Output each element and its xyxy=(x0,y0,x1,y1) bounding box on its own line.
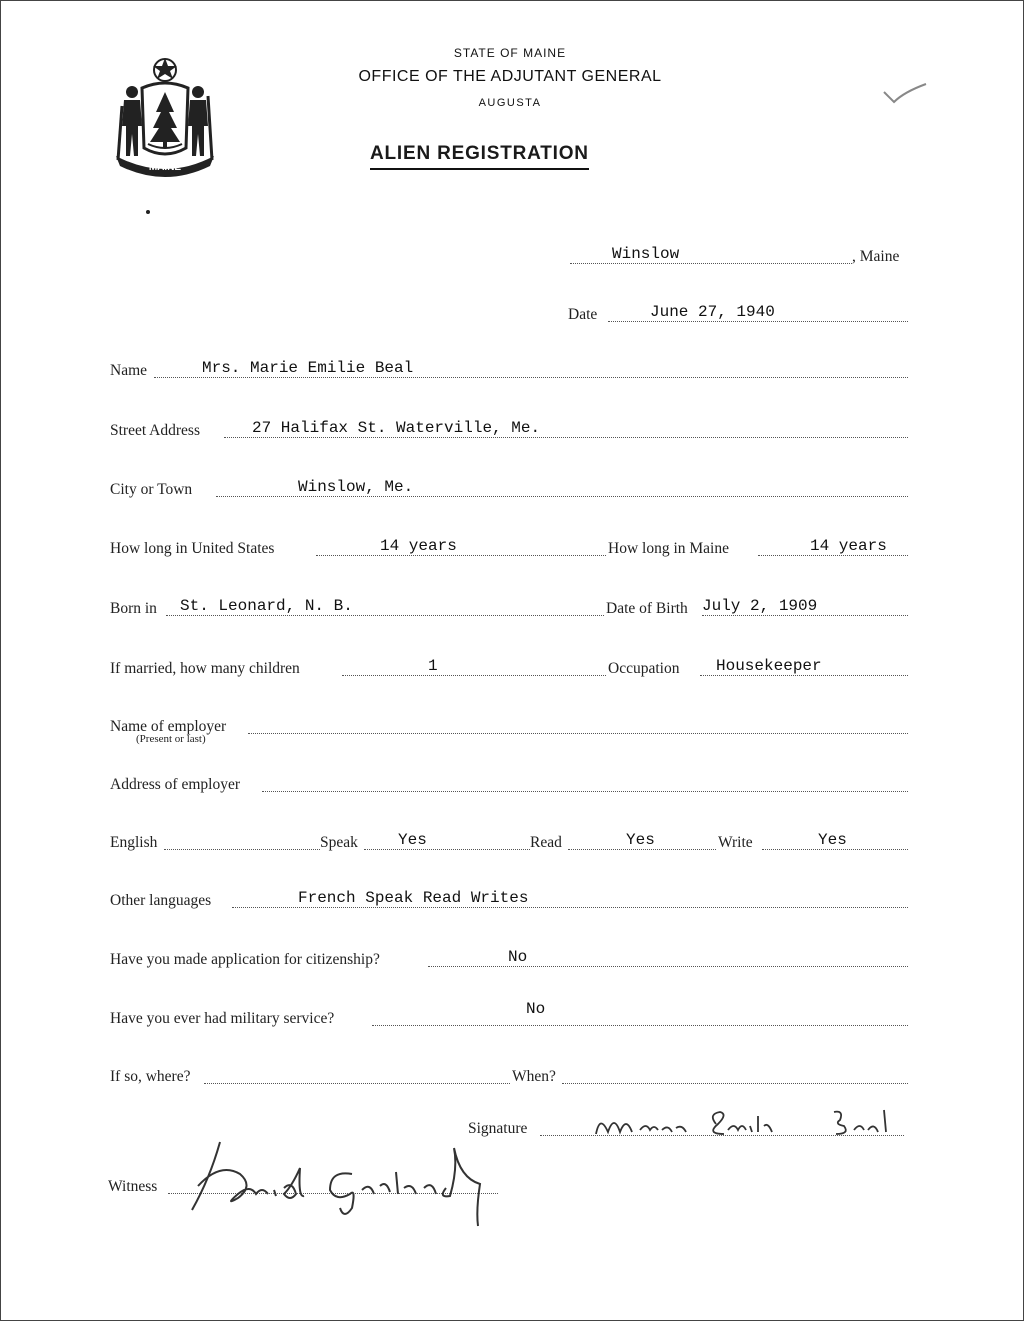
maine-state-seal xyxy=(112,56,218,180)
signature-handwriting xyxy=(588,1102,910,1144)
header-office: OFFICE OF THE ADJUTANT GENERAL xyxy=(358,68,662,85)
english-label: English xyxy=(110,834,158,851)
how-long-us-label: How long in United States xyxy=(110,540,275,557)
military-label: Have you ever had military service? xyxy=(110,1010,335,1027)
how-long-maine-label: How long in Maine xyxy=(608,540,729,557)
english-write-value[interactable]: Yes xyxy=(818,831,847,849)
street-address-value[interactable]: 27 Halifax St. Waterville, Me. xyxy=(252,419,541,437)
signature-label: Signature xyxy=(468,1120,528,1137)
born-in-label: Born in xyxy=(110,600,157,617)
header-city: AUGUSTA xyxy=(478,97,542,109)
english-write-label: Write xyxy=(718,834,753,851)
children-label: If married, how many children xyxy=(110,660,300,677)
how-long-maine-value[interactable]: 14 years xyxy=(810,537,887,555)
born-in-value[interactable]: St. Leonard, N. B. xyxy=(180,597,353,615)
witness-handwriting xyxy=(180,1128,520,1228)
row-children xyxy=(110,650,910,680)
occupation-label: Occupation xyxy=(608,660,680,677)
svg-text:MAINE: MAINE xyxy=(148,162,182,173)
military-value[interactable]: No xyxy=(526,1000,546,1018)
row-born xyxy=(110,590,910,620)
date-of-birth-value[interactable]: July 2, 1909 xyxy=(702,597,818,615)
street-address-label: Street Address xyxy=(110,422,200,439)
employer-name-label: Name of employer xyxy=(110,718,227,735)
date-value[interactable]: June 27, 1940 xyxy=(650,303,775,321)
where-label: If so, where? xyxy=(110,1068,191,1085)
how-long-us-value[interactable]: 14 years xyxy=(380,537,457,555)
date-of-birth-label: Date of Birth xyxy=(606,600,688,617)
row-city-town xyxy=(110,471,910,501)
checkmark-icon xyxy=(880,78,928,114)
row-where-when xyxy=(110,1058,910,1088)
row-english xyxy=(110,824,910,854)
header-state: STATE OF MAINE xyxy=(453,46,567,60)
ink-dot xyxy=(146,210,150,214)
other-languages-value[interactable]: French Speak Read Writes xyxy=(298,889,529,907)
english-read-label: Read xyxy=(530,834,562,851)
english-speak-value[interactable]: Yes xyxy=(398,831,427,849)
english-speak-label: Speak xyxy=(320,834,358,851)
occupation-value[interactable]: Housekeeper xyxy=(716,657,822,675)
row-citizenship xyxy=(110,941,910,971)
row-military xyxy=(110,1000,910,1030)
row-employer-name xyxy=(110,708,910,738)
row-how-long xyxy=(110,530,910,560)
witness-label: Witness xyxy=(108,1178,158,1195)
name-label: Name xyxy=(110,362,148,379)
form-title: ALIEN REGISTRATION xyxy=(370,143,589,170)
row-name xyxy=(110,352,910,382)
city-town-label: City or Town xyxy=(110,481,193,498)
other-languages-label: Other languages xyxy=(110,892,212,909)
employer-address-label: Address of employer xyxy=(110,776,240,793)
english-read-value[interactable]: Yes xyxy=(626,831,655,849)
city-town-value[interactable]: Winslow, Me. xyxy=(298,478,414,496)
employer-name-sublabel: (Present or last) xyxy=(136,733,206,745)
town-suffix: , Maine xyxy=(852,248,900,265)
row-street-address xyxy=(110,412,910,442)
row-town xyxy=(560,238,920,268)
date-label: Date xyxy=(568,306,598,323)
row-employer-address xyxy=(110,766,910,796)
citizenship-value[interactable]: No xyxy=(508,948,528,966)
row-other-languages xyxy=(110,882,910,912)
row-date xyxy=(568,296,910,326)
citizenship-label: Have you made application for citizenship? xyxy=(110,951,380,968)
name-value[interactable]: Mrs. Marie Emilie Beal xyxy=(202,359,414,377)
children-value[interactable]: 1 xyxy=(428,657,438,675)
town-value[interactable]: Winslow xyxy=(612,245,680,263)
when-label: When? xyxy=(512,1068,556,1085)
